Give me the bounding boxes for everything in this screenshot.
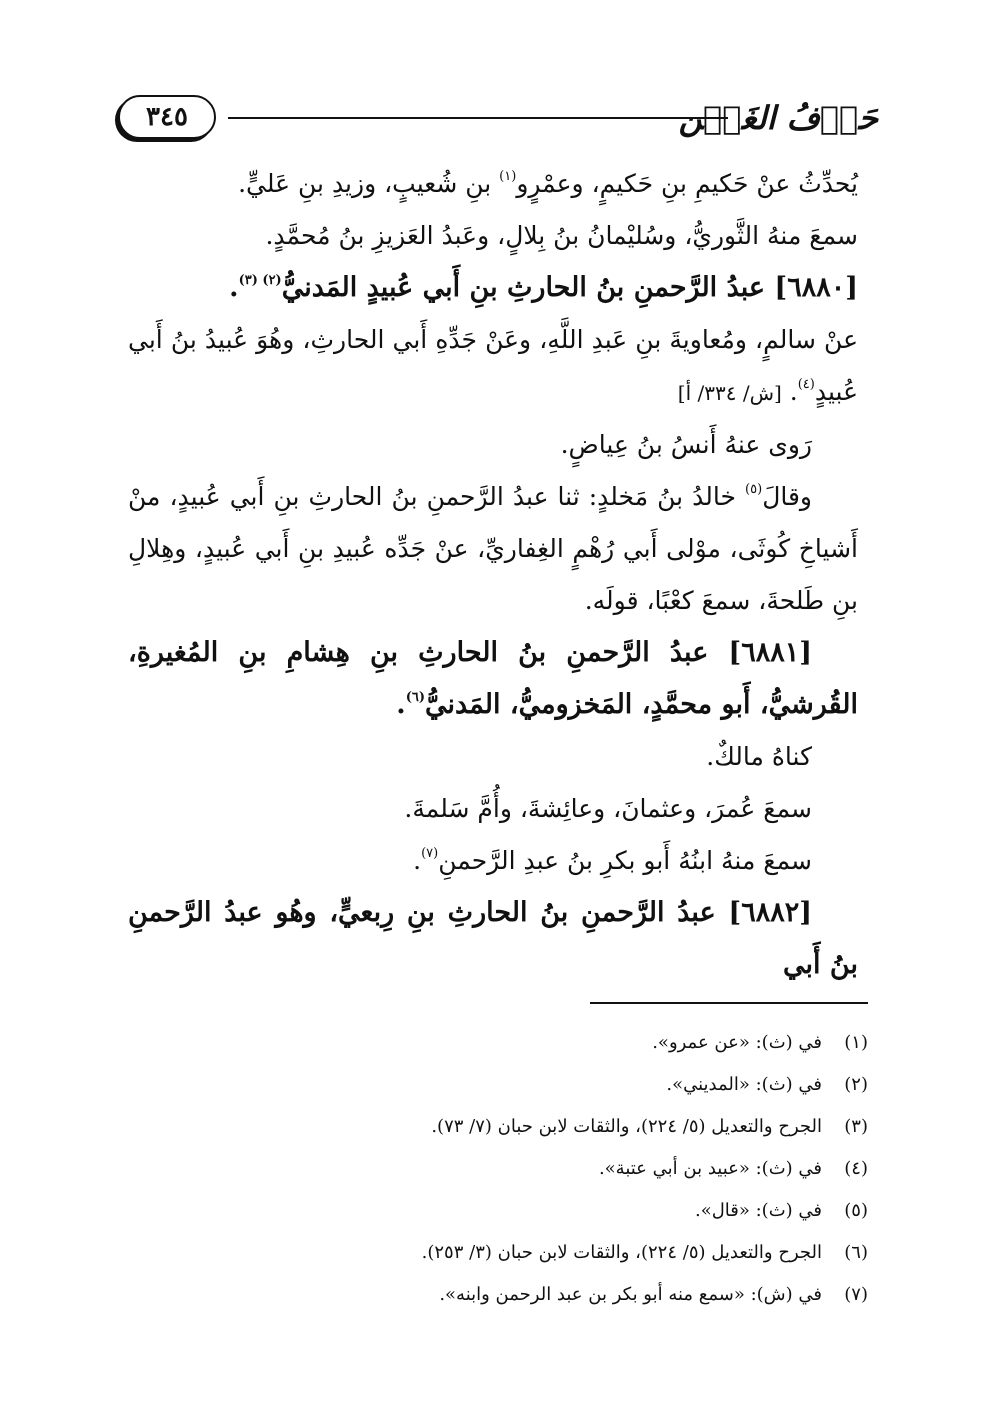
entry-title: [٦٨٨٠] عبدُ الرَّحمنِ بنُ الحارثِ بنِ أَبي عُبيدٍ المَدنيُّ — [281, 272, 858, 303]
footnote-5 — [168, 1190, 868, 1232]
footnote-text: في (ث): «قال». — [694, 1200, 822, 1221]
footnote-2 — [168, 1064, 868, 1106]
footnote-1 — [168, 1022, 868, 1064]
text-run: يُحدِّثُ عنْ حَكيمِ بنِ حَكيمٍ، وعمْرٍو — [516, 169, 858, 198]
footnote-number: (٢) — [844, 1074, 868, 1095]
footnote-text: في (ش): «سمع منه أبو بكر بن عبد الرحمن وابنه». — [439, 1284, 822, 1305]
paragraph-khalid-said — [128, 471, 858, 627]
entry-heading-6881 — [128, 627, 858, 731]
manuscript-ref: [ش/ ٣٣٤/ أ] — [677, 381, 782, 405]
footnote-number: (٦) — [844, 1242, 868, 1263]
footnote-number: (٣) — [844, 1116, 868, 1137]
paragraph-heard-by-son — [128, 835, 858, 887]
footnote-ref-1: (١) — [499, 169, 517, 184]
footnote-text: في (ث): «المديني». — [666, 1074, 822, 1095]
paragraph-narrated-by: رَوى عنهُ أَنسُ بنُ عِياضٍ. — [560, 430, 812, 459]
text-run: بنِ شُعيبٍ، وزيدِ بنِ عَليٍّ. — [238, 169, 500, 198]
text-run: عنْ سالمٍ، ومُعاويةَ بنِ عَبدِ اللَّهِ، وعَنْ جَدِّهِ أَبي الحارثِ، وهُوَ عُبيدُ بنُ أَبي عُبيدٍ — [128, 325, 858, 406]
footnote-text: في (ث): «عبيد بن أبي عتبة». — [598, 1158, 822, 1179]
paragraph-heard-umar: سمعَ عُمرَ، وعثمانَ، وعائِشةَ، وأُمَّ سَلمةَ. — [404, 794, 812, 823]
page-header — [118, 90, 878, 150]
footnote-ref-5: (٥) — [745, 482, 763, 497]
footnote-number: (٧) — [844, 1284, 868, 1305]
paragraph-kunya: كناهُ مالكٌ. — [706, 742, 812, 771]
footnote-7 — [168, 1274, 868, 1316]
footnote-ref-2: (٢) — [262, 273, 282, 288]
footnote-separator — [590, 1002, 868, 1004]
paragraph-heard-by: سمعَ منهُ الثَّوريُّ، وسُليْمانُ بنُ بِلالٍ، وعَبدُ العَزيزِ بنُ مُحمَّدٍ. — [265, 221, 858, 250]
footnote-ref-3: (٣) — [238, 273, 263, 288]
paragraph-from-salim — [128, 314, 858, 419]
footnote-text: الجرح والتعديل (٥/ ٢٢٤)، والثقات لابن حبان (٣/ ٢٥٣). — [421, 1242, 822, 1263]
footnote-ref-7: (٧) — [421, 846, 439, 861]
text-run: . — [781, 377, 798, 406]
page-number: ٣٤٥ — [146, 102, 188, 132]
footnote-text: الجرح والتعديل (٥/ ٢٢٤)، والثقات لابن حبان (٧/ ٧٣). — [431, 1116, 822, 1137]
page-number-badge — [118, 95, 216, 139]
footnote-number: (٤) — [844, 1158, 868, 1179]
footnote-4 — [168, 1148, 868, 1190]
text-run: سمعَ منهُ ابنُهُ أَبو بكرِ بنُ عبدِ الرَّحمنِ — [438, 846, 812, 875]
entry-heading-6882: [٦٨٨٢] عبدُ الرَّحمنِ بنُ الحارثِ بنِ رِبعيٍّ، وهُو عبدُ الرَّحمنِ بنُ أَبي — [128, 897, 858, 980]
text-run: خالدُ بنُ مَخلدٍ: ثنا عبدُ الرَّحمنِ بنُ الحارثِ بنِ أَبي عُبيدٍ، منْ أَشياخِ كُوثَى، موْلى أَبي رُهْمٍ الغِفاريِّ، عنْ جَدِّه عُبيدِ بنِ أَبي عُبيدٍ، وهِلالِ بنِ طَلحةَ، سمعَ كعْبًا، قولَه. — [128, 482, 858, 615]
footnote-text: في (ث): «عن عمرو». — [652, 1032, 822, 1053]
footnote-6 — [168, 1232, 868, 1274]
text-run: . — [229, 272, 239, 303]
entry-title: [٦٨٨١] عبدُ الرَّحمنِ بنُ الحارثِ بنِ هِشامِ بنِ المُغيرةِ، القُرشيُّ، أَبو محمَّدٍ، المَخزوميُّ، المَدنيُّ — [128, 637, 858, 720]
main-text — [128, 158, 858, 991]
footnote-ref-6: (٦) — [405, 690, 425, 705]
footnote-number: (٥) — [844, 1200, 868, 1221]
text-run: . — [413, 846, 422, 875]
header-rule — [228, 117, 728, 119]
footnote-3 — [168, 1106, 868, 1148]
entry-heading-6880 — [128, 262, 858, 314]
text-run: وقالَ — [762, 482, 812, 511]
footnote-ref-4: (٤) — [797, 377, 815, 392]
text-run: . — [396, 689, 406, 720]
footnote-number: (١) — [844, 1032, 868, 1053]
footnotes — [168, 1022, 868, 1316]
paragraph-narrates-from — [128, 158, 858, 210]
chapter-title: حَرۡفُ الغَيۡن — [678, 99, 878, 137]
